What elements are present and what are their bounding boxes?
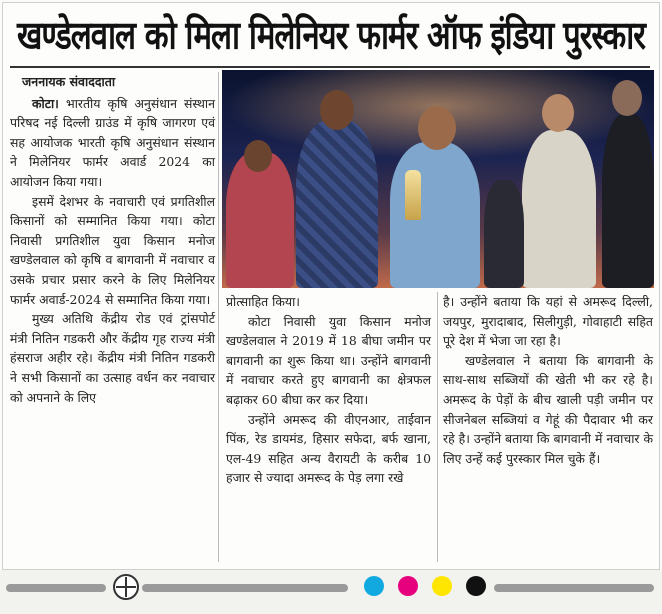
magenta-dot — [398, 576, 418, 596]
col2-paragraph-2: कोटा निवासी युवा किसान मनोज खण्डेलवाल ने 2019 में 18 बीघा जमीन पर बागवानी का शुरू किया था। उन्होंने बागवानी में नवाचार करते हुए बागवानी का क्षेत्रफल बढ़ाकर 60 बीघा कर कर दिया। — [226, 313, 431, 407]
dateline: कोटा। — [32, 95, 59, 111]
cyan-dot — [364, 576, 384, 596]
col2-paragraph-3: उन्होंने अमरूद की वीएनआर, ताईवान पिंक, रेड डायमंड, हिसार सफेदा, बर्फ खाना, एल-49 सहित अन्य वैरायटी के करीब 10 हजार से ज्यादा अमरूद के पेड़ लगा रखे — [226, 411, 431, 486]
registration-mark-icon — [113, 574, 139, 600]
col3-paragraph-1: है। उन्होंने बताया कि यहां से अमरूद दिल्ली, जयपुर, मुरादाबाद, सिलीगुड़ी, गोवाहाटी सहित पूरे देश में भेजा जा रहा है। — [443, 294, 653, 349]
col1-paragraph-2: इसमें देशभर के नवाचारी एवं प्रगतिशील किसानों को सम्मानित किया गया। कोटा निवासी प्रगतिशील युवा किसान मनोज खण्डेलवाल को कृषि व बागवानी में नवाचार व उसके प्रचार प्रसार करने के लिए मिलेनियर फार्मर अवार्ड-2024 से सम्मानित किया गया। — [10, 193, 215, 307]
headline: खण्डेलवाल को मिला मिलेनियर फार्मर ऑफ इंडिया पुरस्कार — [17, 13, 645, 59]
article-column-1 — [10, 72, 215, 407]
print-registration-strip — [0, 570, 662, 614]
registration-bar — [6, 584, 106, 592]
registration-bar — [142, 584, 348, 592]
trophy-icon — [405, 170, 421, 220]
black-dot — [466, 576, 486, 596]
yellow-dot — [432, 576, 452, 596]
column-divider — [218, 72, 219, 562]
column-divider — [437, 292, 438, 562]
article-column-2 — [226, 292, 431, 488]
award-ceremony-photo — [222, 70, 654, 288]
headline-rule — [10, 66, 650, 68]
col1-paragraph-1 — [10, 94, 215, 192]
byline: जननायक संवाददाता — [22, 74, 116, 89]
col2-paragraph-1: प्रोत्साहित किया। — [226, 294, 300, 309]
col1-p1-text: भारतीय कृषि अनुसंधान संस्थान परिषद नई दिल्ली ग्राउंड में कृषि जागरण एवं सह आयोजक भारती कृषि अनुसंधान संस्थान ने मिलेनियर फार्मर अवार्ड 2024 का आयोजन किया गया। — [10, 95, 215, 189]
col1-paragraph-3: मुख्य अतिथि केंद्रीय रोड एवं ट्रांसपोर्ट मंत्री नितिन गडकरी और केंद्रीय गृह राज्य मंत्री हंसराज अहीर रहे। केंद्रीय मंत्री नितिन गडकरी ने सभी किसानों का उत्साह वर्धन कर नवाचार को अपनाने के लिए — [10, 311, 215, 405]
col3-paragraph-2: खण्डेलवाल ने बताया कि बागवानी के साथ-साथ सब्जियों की खेती भी कर रहे है। अमरूद के पेड़ों के बीच खाली पड़ी जमीन पर सीजनेबल सब्जियां व गेहूं की पैदावार भी कर रहे है। उन्होंने बताया कि बागवानी में नवाचार के लिए उन्हें कई पुरस्कार मिल चुके हैं। — [443, 352, 653, 466]
registration-bar — [494, 584, 654, 592]
article-column-3 — [443, 292, 653, 468]
